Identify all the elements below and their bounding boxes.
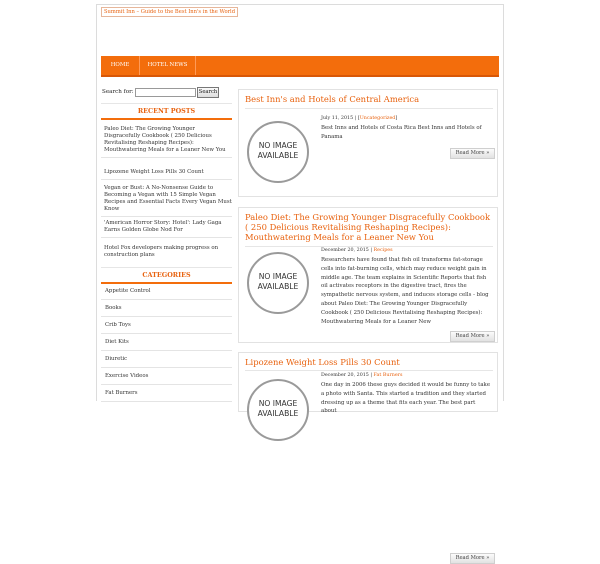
post-category-link[interactable]: Recipes xyxy=(373,248,393,253)
recent-post-link[interactable]: Paleo Diet: The Growing Younger Disgracefully Cookbook ( 250 Delicious Revitalising Reshaping Recipes): Mouthwatering Meals for a Leaner New You xyxy=(101,126,232,158)
category-link[interactable]: Diet Kits xyxy=(101,334,232,351)
post-category-link[interactable]: Uncategorized xyxy=(359,116,396,121)
divider xyxy=(245,108,493,109)
post-meta: December 20, 2015 | Recipes xyxy=(321,248,393,253)
post-card xyxy=(238,207,498,343)
read-more-button[interactable]: Read More » xyxy=(450,148,495,159)
post-card xyxy=(238,89,498,197)
no-image-label xyxy=(249,272,307,292)
no-image-line: AVAILABLE xyxy=(257,151,299,160)
no-image-placeholder[interactable] xyxy=(247,121,309,183)
no-image-placeholder[interactable] xyxy=(247,379,309,441)
no-image-label xyxy=(249,141,307,161)
post-card xyxy=(238,352,498,561)
no-image-line: NO IMAGE xyxy=(258,399,298,408)
page-container xyxy=(96,4,504,561)
nav-hotel-news[interactable]: HOTEL NEWS xyxy=(140,56,196,75)
recent-post-link[interactable]: Lipozene Weight Loss Pills 30 Count xyxy=(101,169,232,180)
categories-title: CATEGORIES xyxy=(101,267,232,284)
post-excerpt: Researchers have found that fish oil transforms fat-storage cells into fat-burning cells, which may reduce weight gain in middle age. The team explains in Scientific Reports that fish oil activates receptors in the digestive tract, fires the sympathetic nervous system, and induces storage cells - blog about Paleo Diet: The Growing Younger Disgracefully Cookbook ( 250 Delicious Revitalising Reshaping Recipes): Mouthwatering Meals for a Leaner New xyxy=(321,257,489,325)
recent-post-link[interactable]: 'American Horror Story: Hotel': Lady Gaga Earns Golden Globe Nod For xyxy=(101,220,232,238)
nav-home[interactable]: HOME xyxy=(101,56,140,75)
category-link[interactable]: Exercise Videos xyxy=(101,368,232,385)
divider xyxy=(245,246,493,247)
no-image-line: NO IMAGE xyxy=(258,141,298,150)
post-date: July 11, 2015 xyxy=(321,116,354,121)
post-category-link[interactable]: Fat Burners xyxy=(373,373,403,378)
post-title[interactable]: Best Inn's and Hotels of Central America xyxy=(245,94,420,104)
site-title[interactable]: Summit Inn – Guide to the Best Inn's in the World xyxy=(101,7,238,17)
category-link[interactable]: Appetite Control xyxy=(101,283,232,300)
no-image-line: AVAILABLE xyxy=(257,409,299,418)
search-button[interactable]: Search xyxy=(197,87,219,98)
main-nav xyxy=(101,56,499,77)
category-link[interactable]: Fat Burners xyxy=(101,385,232,402)
category-link[interactable]: Crib Toys xyxy=(101,317,232,334)
sidebar xyxy=(101,85,233,396)
search-form xyxy=(101,85,233,99)
recent-posts-title: RECENT POSTS xyxy=(101,103,232,120)
divider xyxy=(245,370,493,371)
post-meta: July 11, 2015 | [Uncategorized] xyxy=(321,116,398,121)
category-link[interactable]: Diuretic xyxy=(101,351,232,368)
no-image-label xyxy=(249,399,307,419)
recent-post-link[interactable]: Hotel Fox developers making progress on construction plans xyxy=(104,245,219,258)
post-meta: December 20, 2015 | Fat Burners xyxy=(321,373,403,378)
post-title[interactable]: Lipozene Weight Loss Pills 30 Count xyxy=(245,357,400,367)
no-image-line: NO IMAGE xyxy=(258,272,298,281)
category-link[interactable]: Books xyxy=(101,300,232,317)
post-date: December 20, 2015 xyxy=(321,248,369,253)
post-date: December 20, 2015 xyxy=(321,373,369,378)
read-more-button[interactable]: Read More » xyxy=(450,553,495,564)
search-label: Search for: xyxy=(102,89,134,95)
read-more-button[interactable]: Read More » xyxy=(450,331,495,342)
search-input[interactable] xyxy=(135,88,196,97)
post-excerpt: Best Inns and Hotels of Costa Rica Best Inns and Hotels of Panama xyxy=(321,125,482,140)
recent-post-link[interactable]: Vegan or Bust: A No-Nonsense Guide to Becoming a Vegan with 15 Simple Vegan Recipes and Essential Facts Every Vegan Must Know xyxy=(101,185,232,217)
no-image-placeholder[interactable] xyxy=(247,252,309,314)
post-title[interactable]: Paleo Diet: The Growing Younger Disgracefully Cookbook ( 250 Delicious Revitalising Reshaping Recipes): Mouthwatering Meals for a Leaner New You xyxy=(245,212,491,242)
post-excerpt: One day in 2006 these guys decided it would be funny to take a photo with Santa. This started a tradition and they started dressing up as a theme that fits each year. The best part about xyxy=(321,382,491,415)
no-image-line: AVAILABLE xyxy=(257,282,299,291)
